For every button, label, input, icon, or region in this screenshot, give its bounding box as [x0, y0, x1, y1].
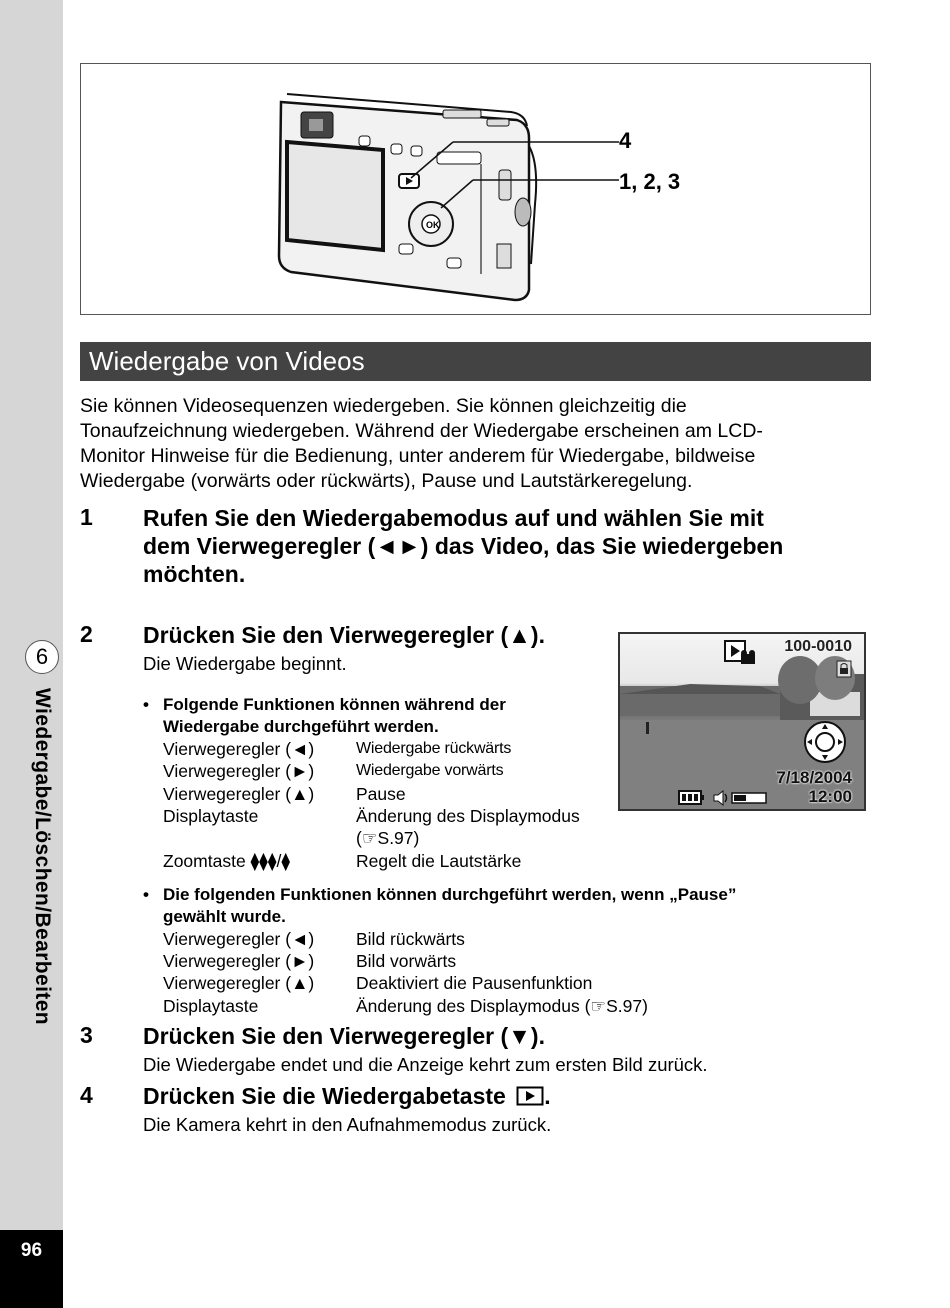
control-action: Regelt die Lautstärke: [356, 851, 522, 871]
section-title: Wiedergabe von Videos: [89, 346, 365, 376]
protect-icon: [836, 660, 852, 678]
intro-line: Wiedergabe (vorwärts oder rückwärts), Pause und Lautstärkeregelung.: [80, 470, 693, 492]
page-number: 96: [20, 1240, 43, 1261]
control-name: Zoomtaste ⧫⧫⧫/⧫: [163, 851, 290, 871]
step-number: 1: [80, 504, 93, 530]
control-name: Displaytaste: [163, 806, 259, 826]
step-heading-line: Rufen Sie den Wiedergabemodus auf und wählen Sie mit: [143, 505, 764, 531]
step-text: Die Wiedergabe beginnt.: [143, 653, 347, 674]
control-action: Deaktiviert die Pausenfunktion: [356, 973, 593, 993]
playback-button-icon: [516, 1086, 544, 1106]
intro-line: Tonaufzeichnung wiedergeben. Während der Wiedergabe erscheinen am LCD-: [80, 420, 763, 442]
lcd-date: 7/18/2004: [776, 768, 852, 787]
control-action: Pause: [356, 784, 406, 804]
step-heading: Drücken Sie den Vierwegeregler (▲).: [143, 622, 545, 648]
step-heading: Drücken Sie den Vierwegeregler (▼).: [143, 1023, 545, 1049]
page-reference: (☞S.97): [356, 828, 420, 848]
bullet-marker: •: [143, 695, 149, 714]
control-name: Vierwegeregler (◄): [163, 739, 315, 759]
lcd-playback-screen: [618, 632, 866, 811]
intro-paragraph: [80, 394, 880, 494]
control-action: Bild rückwärts: [356, 929, 465, 949]
control-action: Änderung des Displaymodus (☞S.97): [356, 996, 648, 1016]
control-name: Vierwegeregler (▲): [163, 784, 315, 804]
step-heading-line: dem Vierwegeregler (◄►) das Video, das Sie wiedergeben: [143, 533, 784, 559]
bullet-title: [163, 884, 736, 928]
callout-step-4: 4: [619, 128, 632, 153]
camera-illustration-frame: [80, 63, 871, 315]
control-name: Displaytaste: [163, 996, 259, 1016]
step-number: 2: [80, 621, 93, 647]
step-heading-text: Drücken Sie die Wiedergabetaste: [143, 1083, 506, 1109]
volume-icon: [712, 790, 768, 806]
bullet-title-line: Wiedergabe durchgeführt werden.: [163, 717, 439, 736]
svg-text:OK: OK: [426, 220, 440, 230]
bullet-marker: •: [143, 885, 149, 904]
chapter-number-badge: 6: [25, 640, 59, 674]
bullet-title: [163, 694, 506, 738]
bullet-title-line: Folgende Funktionen können während der: [163, 695, 506, 714]
bullet-title-line: gewählt wurde.: [163, 907, 286, 926]
step-heading-period: .: [544, 1083, 551, 1109]
control-name: Vierwegeregler (◄): [163, 929, 315, 949]
intro-line: Monitor Hinweise für die Bedienung, unter anderem für Wiedergabe, bildweise: [80, 445, 756, 467]
bullet-title-line: Die folgenden Funktionen können durchgeführt werden, wenn „Pause”: [163, 885, 737, 904]
battery-icon: [678, 790, 706, 806]
control-name: Vierwegeregler (►): [163, 951, 315, 971]
movie-playback-icon: [724, 640, 760, 668]
control-name: Vierwegeregler (►): [163, 761, 315, 781]
lcd-time: 12:00: [808, 787, 852, 806]
lcd-file-number: 100-0010: [784, 638, 852, 655]
four-way-controller-icon: [803, 720, 847, 764]
control-name: Vierwegeregler (▲): [163, 973, 315, 993]
step-number: 3: [80, 1022, 93, 1048]
callout-steps-1-2-3: 1, 2, 3: [619, 169, 681, 194]
step-text: Die Kamera kehrt in den Aufnahmemodus zurück.: [143, 1114, 552, 1135]
control-action: Wiedergabe rückwärts: [356, 740, 512, 757]
step-number: 4: [80, 1082, 93, 1108]
control-action: Änderung des Displaymodus: [356, 806, 580, 826]
intro-line: Sie können Videosequenzen wiedergeben. Sie können gleichzeitig die: [80, 395, 687, 417]
step-heading-line: möchten.: [143, 561, 246, 587]
control-action: Bild vorwärts: [356, 951, 457, 971]
step-heading: [143, 1082, 551, 1110]
chapter-title: Wiedergabe/Löschen/Bearbeiten: [31, 688, 54, 1025]
control-action: Wiedergabe vorwärts: [356, 762, 504, 779]
step-heading: [143, 504, 783, 588]
step-text: Die Wiedergabe endet und die Anzeige kehrt zum ersten Bild zurück.: [143, 1054, 708, 1075]
camera-back-illustration: [81, 64, 870, 314]
